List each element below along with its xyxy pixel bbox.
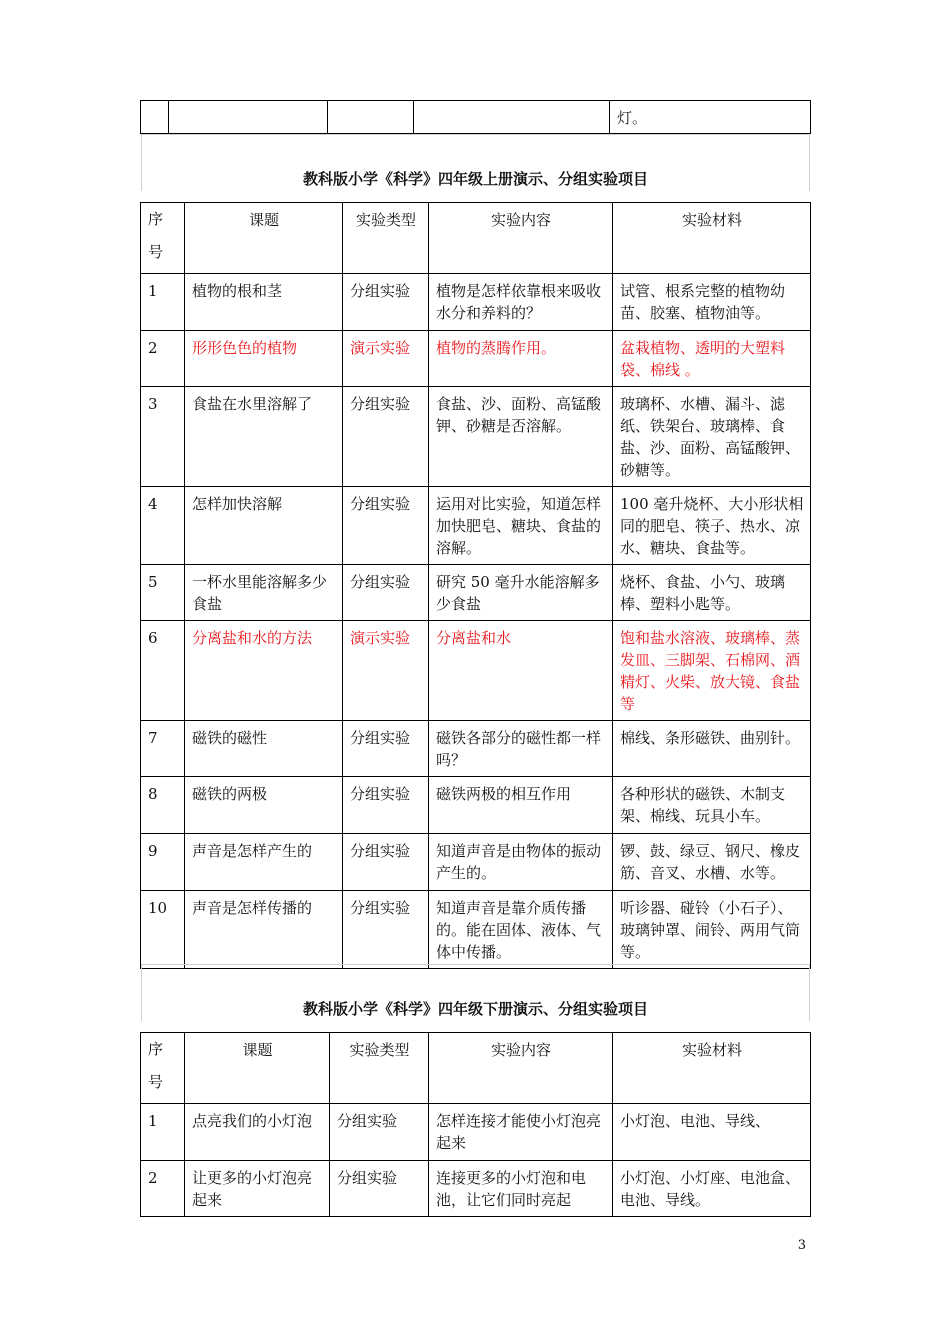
header-type: 实验类型 bbox=[343, 203, 429, 274]
cell-no: 2 bbox=[141, 1161, 185, 1217]
cell-materials: 饱和盐水溶液、玻璃棒、蒸发皿、三脚架、石棉网、酒精灯、火柴、放大镜、食盐等 bbox=[613, 621, 811, 721]
table1-header-row bbox=[141, 203, 811, 274]
table-row bbox=[141, 487, 811, 565]
fragment-cell bbox=[141, 101, 169, 134]
cell-type: 分组实验 bbox=[330, 1104, 429, 1161]
cell-materials: 试管、根系完整的植物幼苗、胶塞、植物油等。 bbox=[613, 274, 811, 331]
cell-content: 连接更多的小灯泡和电池，让它们同时亮起 bbox=[429, 1161, 613, 1217]
table-row bbox=[141, 1161, 811, 1217]
table-row bbox=[141, 621, 811, 721]
cell-materials: 听诊器、碰铃（小石子）、玻璃钟罩、闹铃、两用气筒等。 bbox=[613, 891, 811, 969]
header-materials: 实验材料 bbox=[613, 1033, 811, 1104]
header-materials: 实验材料 bbox=[613, 203, 811, 274]
cell-topic: 形形色色的植物 bbox=[185, 331, 343, 387]
cell-no: 1 bbox=[141, 1104, 185, 1161]
cell-content: 分离盐和水 bbox=[429, 621, 613, 721]
cell-type: 分组实验 bbox=[343, 387, 429, 487]
header-topic: 课题 bbox=[185, 203, 343, 274]
cell-type: 演示实验 bbox=[343, 621, 429, 721]
cell-content: 植物的蒸腾作用。 bbox=[429, 331, 613, 387]
cell-topic: 磁铁的两极 bbox=[185, 777, 343, 834]
cell-materials: 小灯泡、电池、导线、 bbox=[613, 1104, 811, 1161]
cell-topic: 点亮我们的小灯泡 bbox=[185, 1104, 330, 1161]
cell-content: 研究 50 毫升水能溶解多少食盐 bbox=[429, 565, 613, 621]
cell-content: 磁铁两极的相互作用 bbox=[429, 777, 613, 834]
cell-type: 分组实验 bbox=[343, 274, 429, 331]
table2-header-row bbox=[141, 1033, 811, 1104]
cell-type: 分组实验 bbox=[343, 891, 429, 969]
cell-topic: 声音是怎样产生的 bbox=[185, 834, 343, 891]
cell-no: 9 bbox=[141, 834, 185, 891]
cell-no: 2 bbox=[141, 331, 185, 387]
header-no: 序 号 bbox=[141, 203, 185, 274]
cell-content: 磁铁各部分的磁性都一样吗？ bbox=[429, 721, 613, 777]
cell-materials: 小灯泡、小灯座、电池盒、电池、导线。 bbox=[613, 1161, 811, 1217]
cell-materials: 盆栽植物、透明的大塑料袋、棉线 。 bbox=[613, 331, 811, 387]
table-row bbox=[141, 777, 811, 834]
table-row bbox=[141, 387, 811, 487]
table-row bbox=[141, 891, 811, 969]
cell-content: 植物是怎样依靠根来吸收水分和养料的？ bbox=[429, 274, 613, 331]
table-row bbox=[141, 331, 811, 387]
cell-type: 分组实验 bbox=[343, 777, 429, 834]
cell-topic: 磁铁的磁性 bbox=[185, 721, 343, 777]
cell-topic: 一杯水里能溶解多少食盐 bbox=[185, 565, 343, 621]
cell-content: 食盐、沙、面粉、高锰酸钾、砂糖是否溶解。 bbox=[429, 387, 613, 487]
fragment-cell bbox=[169, 101, 328, 134]
cell-topic: 声音是怎样传播的 bbox=[185, 891, 343, 969]
cell-materials: 烧杯、食盐、小勺、玻璃棒、塑料小匙等。 bbox=[613, 565, 811, 621]
table-row bbox=[141, 1104, 811, 1161]
cell-type: 分组实验 bbox=[330, 1161, 429, 1217]
table1-title-box bbox=[141, 134, 810, 191]
cell-content: 怎样连接才能使小灯泡亮起来 bbox=[429, 1104, 613, 1161]
cell-topic: 植物的根和茎 bbox=[185, 274, 343, 331]
cell-materials: 锣、鼓、绿豆、钢尺、橡皮筋、音叉、水槽、水等。 bbox=[613, 834, 811, 891]
cell-no: 4 bbox=[141, 487, 185, 565]
header-content: 实验内容 bbox=[429, 203, 613, 274]
cell-type: 演示实验 bbox=[343, 331, 429, 387]
cell-no: 1 bbox=[141, 274, 185, 331]
cell-type: 分组实验 bbox=[343, 834, 429, 891]
page-number: 3 bbox=[797, 1238, 806, 1253]
table2 bbox=[140, 1032, 811, 1217]
cell-content: 知道声音是由物体的振动产生的。 bbox=[429, 834, 613, 891]
table-row bbox=[141, 834, 811, 891]
header-topic: 课题 bbox=[185, 1033, 330, 1104]
cell-materials: 棉线、条形磁铁、曲别针。 bbox=[613, 721, 811, 777]
cell-content: 知道声音是靠介质传播的。能在固体、液体、气体中传播。 bbox=[429, 891, 613, 969]
header-no: 序 号 bbox=[141, 1033, 185, 1104]
cell-no: 8 bbox=[141, 777, 185, 834]
cell-materials: 玻璃杯、水槽、漏斗、滤纸、铁架台、玻璃棒、食盐、沙、面粉、高锰酸钾、砂糖等。 bbox=[613, 387, 811, 487]
cell-content: 运用对比实验，知道怎样加快肥皂、糖块、食盐的溶解。 bbox=[429, 487, 613, 565]
cell-topic: 让更多的小灯泡亮起来 bbox=[185, 1161, 330, 1217]
cell-type: 分组实验 bbox=[343, 487, 429, 565]
cell-type: 分组实验 bbox=[343, 565, 429, 621]
cell-topic: 怎样加快溶解 bbox=[185, 487, 343, 565]
cell-no: 10 bbox=[141, 891, 185, 969]
cell-no: 5 bbox=[141, 565, 185, 621]
table2-title: 教科版小学《科学》四年级下册演示、分组实验项目 bbox=[302, 1000, 648, 1018]
table-row bbox=[141, 721, 811, 777]
cell-no: 3 bbox=[141, 387, 185, 487]
cell-no: 7 bbox=[141, 721, 185, 777]
header-content: 实验内容 bbox=[429, 1033, 613, 1104]
cell-no: 6 bbox=[141, 621, 185, 721]
cell-materials: 各种形状的磁铁、木制支架、棉线、玩具小车。 bbox=[613, 777, 811, 834]
fragment-last-cell: 灯。 bbox=[610, 101, 811, 134]
cell-topic: 分离盐和水的方法 bbox=[185, 621, 343, 721]
fragment-cell bbox=[328, 101, 414, 134]
table1 bbox=[140, 202, 811, 969]
top-fragment-table bbox=[140, 100, 811, 134]
fragment-cell bbox=[414, 101, 610, 134]
cell-materials: 100 毫升烧杯、大小形状相同的肥皂、筷子、热水、凉水、糖块、食盐等。 bbox=[613, 487, 811, 565]
header-type: 实验类型 bbox=[330, 1033, 429, 1104]
table2-title-box bbox=[141, 964, 810, 1021]
table1-title: 教科版小学《科学》四年级上册演示、分组实验项目 bbox=[302, 170, 648, 188]
table-row bbox=[141, 565, 811, 621]
cell-type: 分组实验 bbox=[343, 721, 429, 777]
table-row bbox=[141, 274, 811, 331]
cell-topic: 食盐在水里溶解了 bbox=[185, 387, 343, 487]
